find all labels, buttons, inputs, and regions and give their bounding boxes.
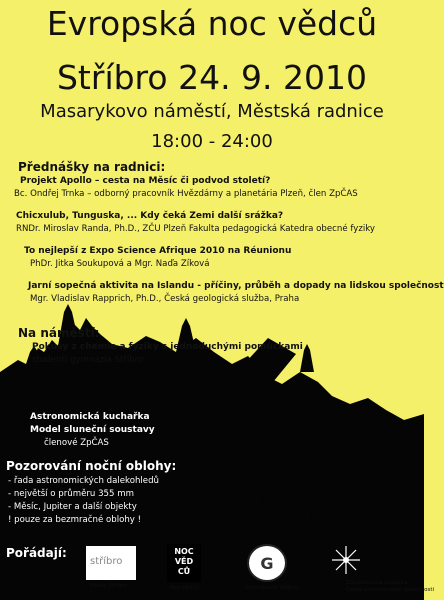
poster-time: 18:00 - 24:00 (151, 131, 273, 152)
logo-cas-star-icon (330, 544, 362, 576)
lecture-title: Chicxulub, Tunguska, ... Kdy čeká Zemi další srážka? (16, 211, 284, 221)
lectures-heading: Přednášky na radnici: (18, 160, 166, 174)
observation-item: - Měsíc, Jupiter a další objekty (8, 502, 137, 512)
logo-noc-line: NOC (174, 547, 194, 556)
logo-caption: České astronomické společnosti (346, 587, 435, 593)
logo-caption: Gymnázium Stříbro (245, 585, 299, 591)
logo-stribro (86, 546, 136, 580)
organizers-label: Pořádají: (6, 546, 67, 560)
lecture-speaker: Bc. Ondřej Trnka – odborný pracovník Hvězdárny a planetária Plzeň, člen ZpČAS (14, 189, 358, 199)
logo-noc-vedcu (167, 544, 201, 582)
lecture-speaker: Mgr. Vladislav Rapprich, Ph.D., Česká geologická služba, Praha (30, 294, 300, 304)
poster-date: Stříbro 24. 9. 2010 (56, 58, 368, 97)
members-text: členové ZpČAS (44, 438, 109, 448)
cookbook-text: Astronomická kuchařka (30, 412, 150, 422)
observation-item: - řada astronomických dalekohledů (8, 476, 159, 486)
poster-venue: Masarykovo náměstí, Městská radnice (40, 101, 384, 122)
logo-noc-line: VĚD (174, 557, 194, 566)
lecture-title: Projekt Apollo – cesta na Měsíc či podvod století? (20, 176, 271, 186)
observation-heading: Pozorování noční oblohy: (6, 459, 177, 473)
lecture-speaker: PhDr. Jitka Soukupová a Mgr. Naďa Zíková (30, 259, 210, 269)
observation-warning: ! pouze za bezmračné oblohy ! (8, 515, 142, 525)
logo-caption: Město Stříbro (90, 583, 127, 589)
experiments-by: studenti gymnázia Stříbro (32, 355, 144, 365)
logo-caption: Západočeská pobočka (346, 580, 408, 586)
observation-item: - největší o průměru 355 mm (8, 489, 134, 499)
experiments-text: Pokusy z chemie a fyziky s jednoduchými pomůckami (32, 342, 303, 352)
poster-title: Evropská noc vědců (46, 4, 378, 43)
logo-gymnazium (247, 544, 287, 582)
logo-noc-line: CŮ (177, 567, 191, 576)
lecture-title: To nejlepší z Expo Science Afrique 2010 na Réunionu (24, 246, 292, 256)
lecture-title: Jarní sopečná aktivita na Islandu - příčiny, průběh a dopady na lidskou společnost (28, 281, 444, 291)
solar-model-text: Model sluneční soustavy (30, 425, 155, 435)
logo-gymnazium-mark: G (260, 554, 274, 573)
square-heading: Na náměstí: (18, 326, 100, 340)
logo-stribro-mark: stříbro (90, 556, 123, 567)
logo-caption: Noc vědců (170, 585, 199, 591)
lecture-speaker: RNDr. Miroslav Randa, Ph.D., ZČU Plzeň Fakulta pedagogická Katedra obecné fyziky (16, 224, 375, 234)
